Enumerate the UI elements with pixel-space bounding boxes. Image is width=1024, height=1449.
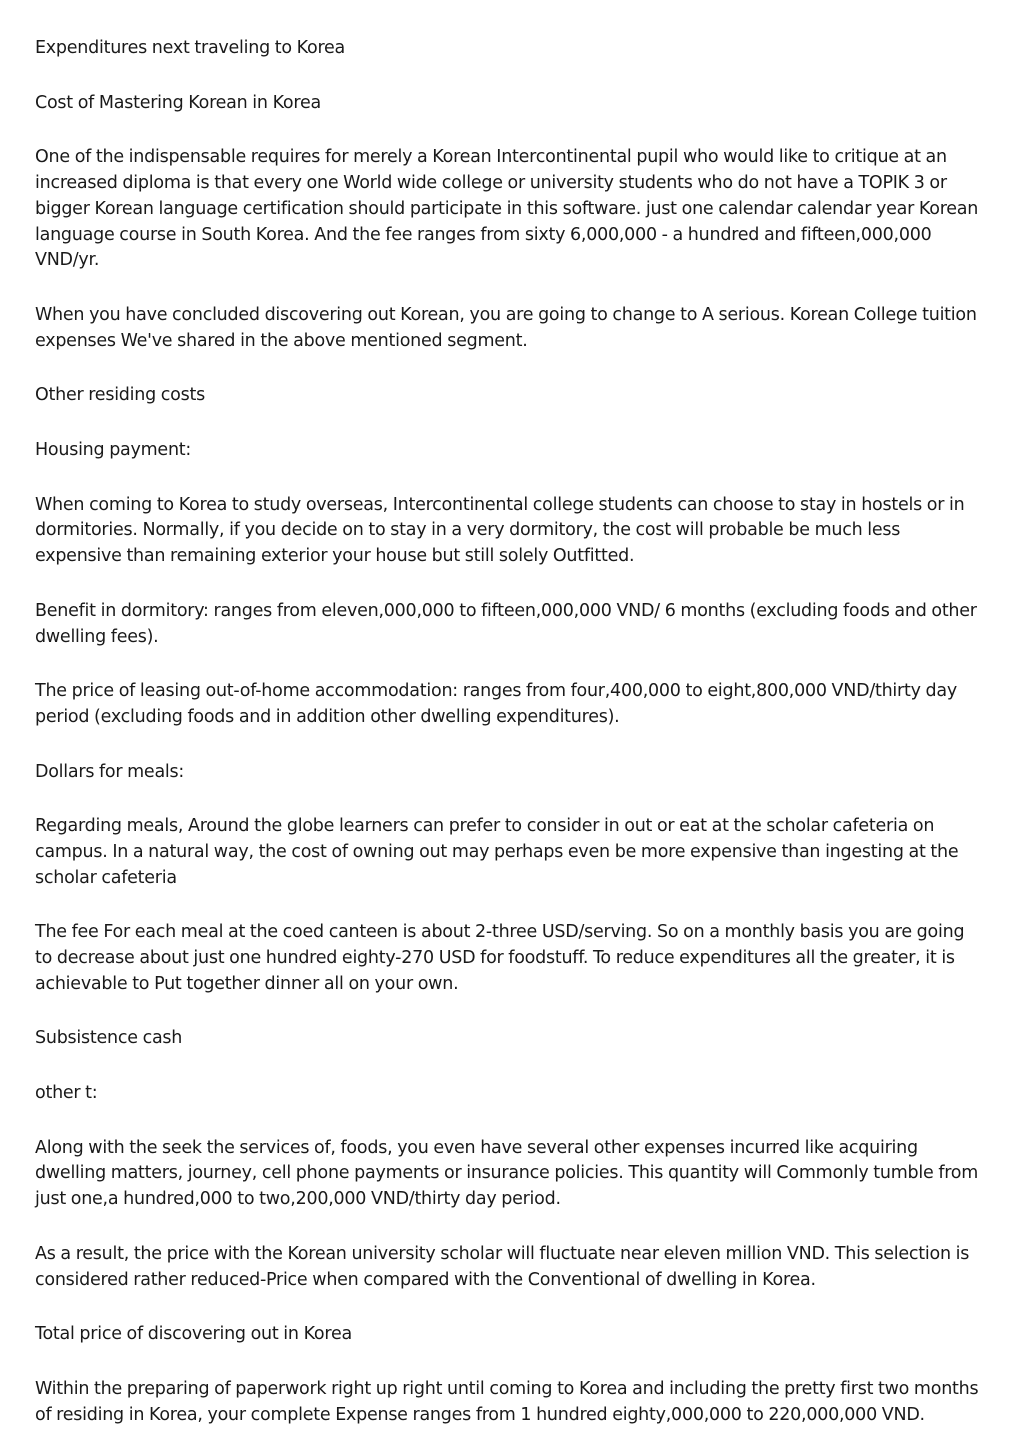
paragraph-meal-fee: The fee For each meal at the coed canteen is about 2-three USD/serving. So on a monthly basis you are going to decrease about just one hundred eighty-270 USD for foodstuff. To reduce expenditures all the greater, it is achievable to Put together dinner all on your own. — [35, 922, 965, 994]
heading-expenditures: Expenditures next traveling to Korea — [35, 38, 346, 58]
heading-subsistence-cash: Subsistence cash — [35, 1028, 183, 1049]
paragraph-leasing-cost: The price of leasing out-of-home accommodation: ranges from four,400,000 to eight,800,000 VND/thirty day period (excluding foods and in addition other dwelling expenditures). — [35, 681, 957, 727]
heading-total-price: Total price of discovering out in Korea — [35, 1324, 352, 1345]
paragraph-housing-options: When coming to Korea to study overseas, Intercontinental college students can choose to stay in hostels or in dormitories. Normally, if you decide on to stay in a very dormitory, the cost will probable be much less expensive than remaining exterior your house but still solely Outfitted. — [35, 494, 965, 567]
heading-dollars-for-meals: Dollars for meals: — [35, 761, 185, 782]
paragraph-korean-language-course: One of the indispensable requires for merely a Korean Intercontinental pupil who would like to critique at an increased diploma is that every one World wide college or university students who do not have a TOPIK 3 or bigger Korean language certification should participate in this software. just one calendar calendar year Korean language course in South Korea. And the fee ranges from sixty 6,000,000 - a hundred and fifteen,000,000 VND/yr. — [35, 147, 979, 271]
heading-other: other t: — [35, 1083, 98, 1104]
paragraph-total-expense: Within the preparing of paperwork right up right until coming to Korea and including the pretty first two months of residing in Korea, your complete Expense ranges from 1 hundred eighty,000,000 to 220,000,000 VND. — [35, 1378, 979, 1425]
paragraph-meals-options: Regarding meals, Around the globe learners can prefer to consider in out or eat at the scholar cafeteria on campus. In a natural way, the cost of owning out may perhaps even be more expensive than ingesting at the scholar cafeteria — [35, 816, 959, 888]
heading-other-residing-costs: Other residing costs — [35, 385, 205, 406]
paragraph-other-expenses: Along with the seek the services of, foods, you even have several other expenses incurred like acquiring dwelling matters, journey, cell phone payments or insurance policies. This quantity will Commonly tumble from just one,a hundred,000 to two,200,000 VND/thirty day period. — [35, 1137, 979, 1210]
heading-cost-of-mastering-korean: Cost of Mastering Korean in Korea — [35, 92, 321, 113]
paragraph-after-learning-korean: When you have concluded discovering out Korean, you are going to change to A serious. Korean College tuition expenses We've shared in the above mentioned segment. — [35, 304, 977, 351]
paragraph-dormitory-cost: Benefit in dormitory: ranges from eleven,000,000 to fifteen,000,000 VND/ 6 months (excluding foods and other dwelling fees). — [35, 600, 977, 647]
document-body — [35, 36, 985, 1428]
paragraph-result-summary: As a result, the price with the Korean university scholar will fluctuate near eleven million VND. This selection is considered rather reduced-Price when compared with the Conventional of dwelling in Korea. — [35, 1243, 970, 1290]
heading-housing-payment: Housing payment: — [35, 439, 192, 460]
